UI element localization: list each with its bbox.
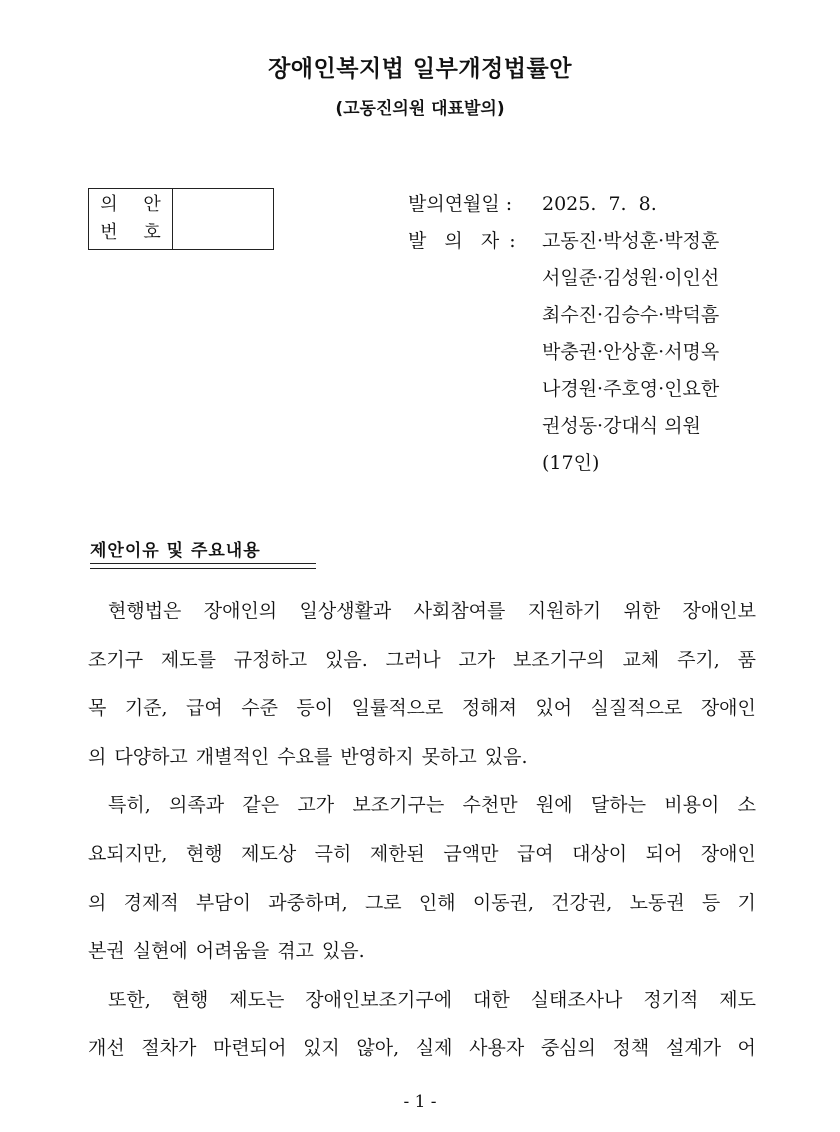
body-word: 사회참여를	[413, 600, 506, 622]
body-word: 노동권	[629, 891, 685, 914]
body-word: 있음.	[484, 745, 528, 768]
body-word: 조기구	[88, 648, 144, 671]
body-word: 어	[737, 1037, 756, 1060]
body-word: 반영하지	[340, 745, 414, 768]
proposer-row	[408, 408, 818, 445]
body-word: 교체	[622, 648, 660, 671]
body-word: 대한	[473, 988, 510, 1011]
proposer-names: 서일준·김성원·이인선	[542, 267, 720, 289]
body-word: 경제적	[123, 891, 179, 914]
body-word: 정해져	[461, 697, 517, 720]
body-word: 극히	[314, 842, 352, 865]
bill-number-label	[89, 189, 173, 249]
body-word: 장애인	[700, 842, 756, 865]
body-word: 등이	[296, 697, 334, 720]
body-word: 중심의	[540, 1037, 596, 1060]
body-word: 있어	[535, 697, 573, 720]
proposer-row	[408, 334, 818, 371]
body-word: 설계가	[665, 1037, 721, 1060]
bill-number-label-line2: 번 호	[100, 222, 171, 243]
body-word: 요되지만,	[88, 842, 168, 865]
body-word: 못하고	[421, 745, 477, 768]
proposer-count-row	[408, 445, 818, 482]
body-word: 본권	[88, 940, 125, 963]
body-line	[88, 927, 756, 976]
body-word: 같은	[242, 794, 280, 817]
body-word: 있지	[303, 1037, 340, 1060]
body-word: 제도	[719, 988, 756, 1011]
body-word: 현행	[171, 988, 209, 1011]
body-word: 장애인의	[203, 600, 278, 622]
body-word: 특히,	[108, 794, 151, 817]
body-word: 정기적	[643, 988, 699, 1011]
proposer-names: 권성동·강대식 의원	[542, 415, 701, 437]
proposer-row	[408, 260, 818, 297]
proposal-meta	[408, 186, 818, 482]
body-word: 기	[737, 891, 756, 914]
body-word: 않아,	[356, 1037, 400, 1060]
body-word: 위한	[623, 600, 661, 622]
body-word: 그로	[364, 891, 402, 914]
body-word: 제도는	[229, 988, 285, 1011]
body-word: 개별적인	[195, 745, 270, 768]
body-line	[88, 733, 756, 782]
section-heading-underline	[90, 563, 316, 569]
body-line	[88, 830, 756, 879]
body-word: 비용이	[664, 794, 720, 817]
body-word: 절차가	[141, 1037, 197, 1060]
body-word: 원에	[535, 794, 573, 817]
body-word: 실질적으로	[590, 697, 683, 720]
body-line	[88, 781, 756, 830]
body-word: 개선	[88, 1037, 125, 1060]
body-word: 현행법은	[108, 600, 182, 622]
body-text	[88, 587, 756, 1073]
body-word: 과중하며,	[268, 891, 348, 914]
body-word: 되어	[645, 842, 683, 865]
body-word: 또한,	[108, 988, 151, 1011]
body-word: 수요를	[277, 745, 333, 768]
body-word: 수준	[241, 697, 278, 720]
body-word: 급여	[186, 697, 223, 720]
body-word: 제도를	[160, 648, 216, 671]
body-word: 의족과	[169, 794, 225, 817]
body-word: 실제	[415, 1037, 453, 1060]
body-word: 제도상	[241, 842, 297, 865]
bill-number-label-line1: 의 안	[100, 194, 171, 215]
body-word: 장애인	[700, 697, 756, 720]
body-word: 장애인보조기구에	[305, 988, 453, 1011]
proposer-label: 발 의 자 :	[408, 230, 518, 252]
body-line	[88, 636, 756, 685]
body-word: 건강권,	[551, 891, 613, 914]
body-word: 기준,	[124, 697, 168, 720]
body-word: 실현에	[132, 940, 188, 963]
body-word: 금액만	[443, 842, 499, 865]
body-word: 보조기구의	[512, 648, 605, 671]
body-word: 고가	[297, 794, 335, 817]
body-word: 실태조사나	[530, 988, 623, 1011]
body-word: 있음.	[321, 940, 365, 963]
body-word: 대상이	[572, 842, 628, 865]
body-word: 다양하고	[114, 745, 188, 768]
body-word: 급여	[516, 842, 554, 865]
body-word: 있음.	[324, 648, 368, 671]
body-line	[88, 684, 756, 733]
body-word: 등	[701, 891, 721, 914]
proposer-row	[408, 223, 818, 260]
proposal-date-label: 발의연월일 :	[408, 193, 513, 215]
body-word: 어려움을	[195, 940, 270, 963]
bill-number-box	[88, 188, 274, 250]
document-title: 장애인복지법 일부개정법률안	[268, 56, 572, 82]
proposer-names: 고동진·박성훈·박정훈	[542, 230, 720, 252]
proposer-names: 박충권·안상훈·서명옥	[542, 341, 720, 363]
proposal-date-value: 2025. 7. 8.	[542, 193, 657, 215]
body-word: 그러나	[385, 648, 441, 671]
body-word: 마련되어	[213, 1037, 287, 1060]
body-word: 의	[88, 745, 107, 768]
body-word: 겪고	[277, 940, 314, 963]
body-word: 이동권,	[472, 891, 534, 914]
body-line	[88, 587, 756, 636]
body-word: 목	[88, 697, 107, 720]
page-number: - 1 -	[403, 1092, 437, 1112]
body-word: 일률적으로	[351, 697, 444, 720]
body-word: 사용자	[469, 1037, 525, 1060]
body-word: 일상생활과	[299, 600, 392, 622]
body-word: 품	[737, 648, 756, 671]
proposer-names: 나경원·주호영·인요한	[542, 378, 720, 400]
section-heading: 제안이유 및 주요내용	[90, 541, 261, 561]
proposer-names: 최수진·김승수·박덕흠	[542, 304, 720, 326]
body-line	[88, 1024, 756, 1073]
body-word: 주기,	[677, 648, 720, 671]
body-word: 규정하고	[233, 648, 308, 671]
body-word: 제한된	[369, 842, 425, 865]
body-word: 지원하기	[527, 600, 602, 622]
body-word: 정책	[612, 1037, 650, 1060]
body-word: 보조기구는	[352, 794, 445, 817]
body-line	[88, 976, 756, 1025]
bill-number-value	[173, 189, 273, 249]
body-word: 의	[88, 891, 107, 914]
body-word: 소	[737, 794, 756, 817]
body-line	[88, 879, 756, 928]
document-subtitle: (고동진의원 대표발의)	[335, 99, 505, 119]
proposal-date-row	[408, 186, 818, 223]
body-word: 인해	[418, 891, 456, 914]
proposer-count: (17인)	[542, 452, 600, 474]
body-word: 부담이	[195, 891, 251, 914]
body-word: 장애인보	[682, 600, 756, 622]
body-word: 고가	[458, 648, 496, 671]
body-word: 달하는	[590, 794, 646, 817]
body-word: 수천만	[462, 794, 518, 817]
body-word: 현행	[185, 842, 223, 865]
proposer-row	[408, 371, 818, 408]
proposer-row	[408, 297, 818, 334]
